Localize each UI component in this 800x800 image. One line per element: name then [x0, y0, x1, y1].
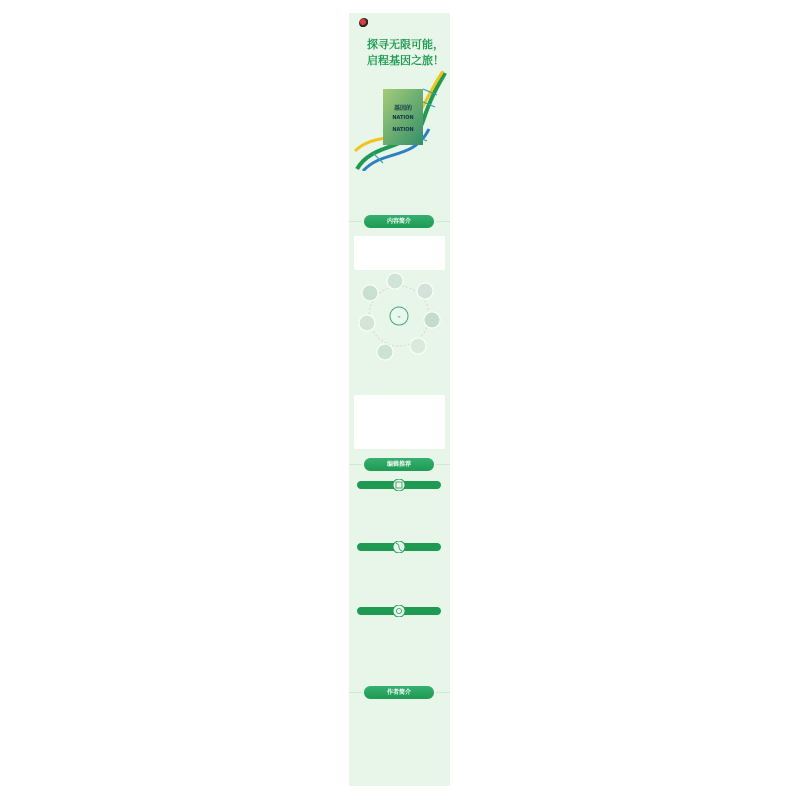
headline-line2: 启程基因之旅！	[367, 54, 444, 67]
publisher-logo-icon	[359, 18, 369, 28]
intro-paragraph-1	[354, 236, 445, 270]
cover-title-line2: NATION	[392, 115, 414, 121]
page-strip	[349, 13, 450, 786]
cover-title-line1: 基因的	[393, 105, 412, 112]
dna-divider-icon	[357, 541, 441, 553]
section-title-author: 作者简介	[364, 686, 434, 699]
intro-paragraph-3	[354, 395, 445, 449]
section-title-intro: 内容简介	[364, 215, 434, 228]
intro-paragraph-2	[354, 367, 445, 389]
book-divider-icon	[357, 479, 441, 491]
svg-text:∞: ∞	[397, 314, 401, 319]
headline-line1: 探寻无限可能，	[367, 38, 444, 51]
cover-title-line3: NATION	[392, 127, 414, 133]
book-cover-illustration	[353, 71, 447, 171]
editor-paragraph-1	[354, 495, 445, 537]
editor-paragraph-2	[354, 559, 445, 603]
publisher-logo	[359, 17, 439, 29]
section-title-editor: 编辑推荐	[364, 458, 434, 471]
author-paragraph	[354, 717, 445, 781]
face-divider-icon	[357, 605, 441, 617]
dna-helix-graphic	[353, 71, 447, 171]
editor-paragraph-3	[354, 623, 445, 683]
portrait-ring-diagram	[357, 268, 442, 363]
